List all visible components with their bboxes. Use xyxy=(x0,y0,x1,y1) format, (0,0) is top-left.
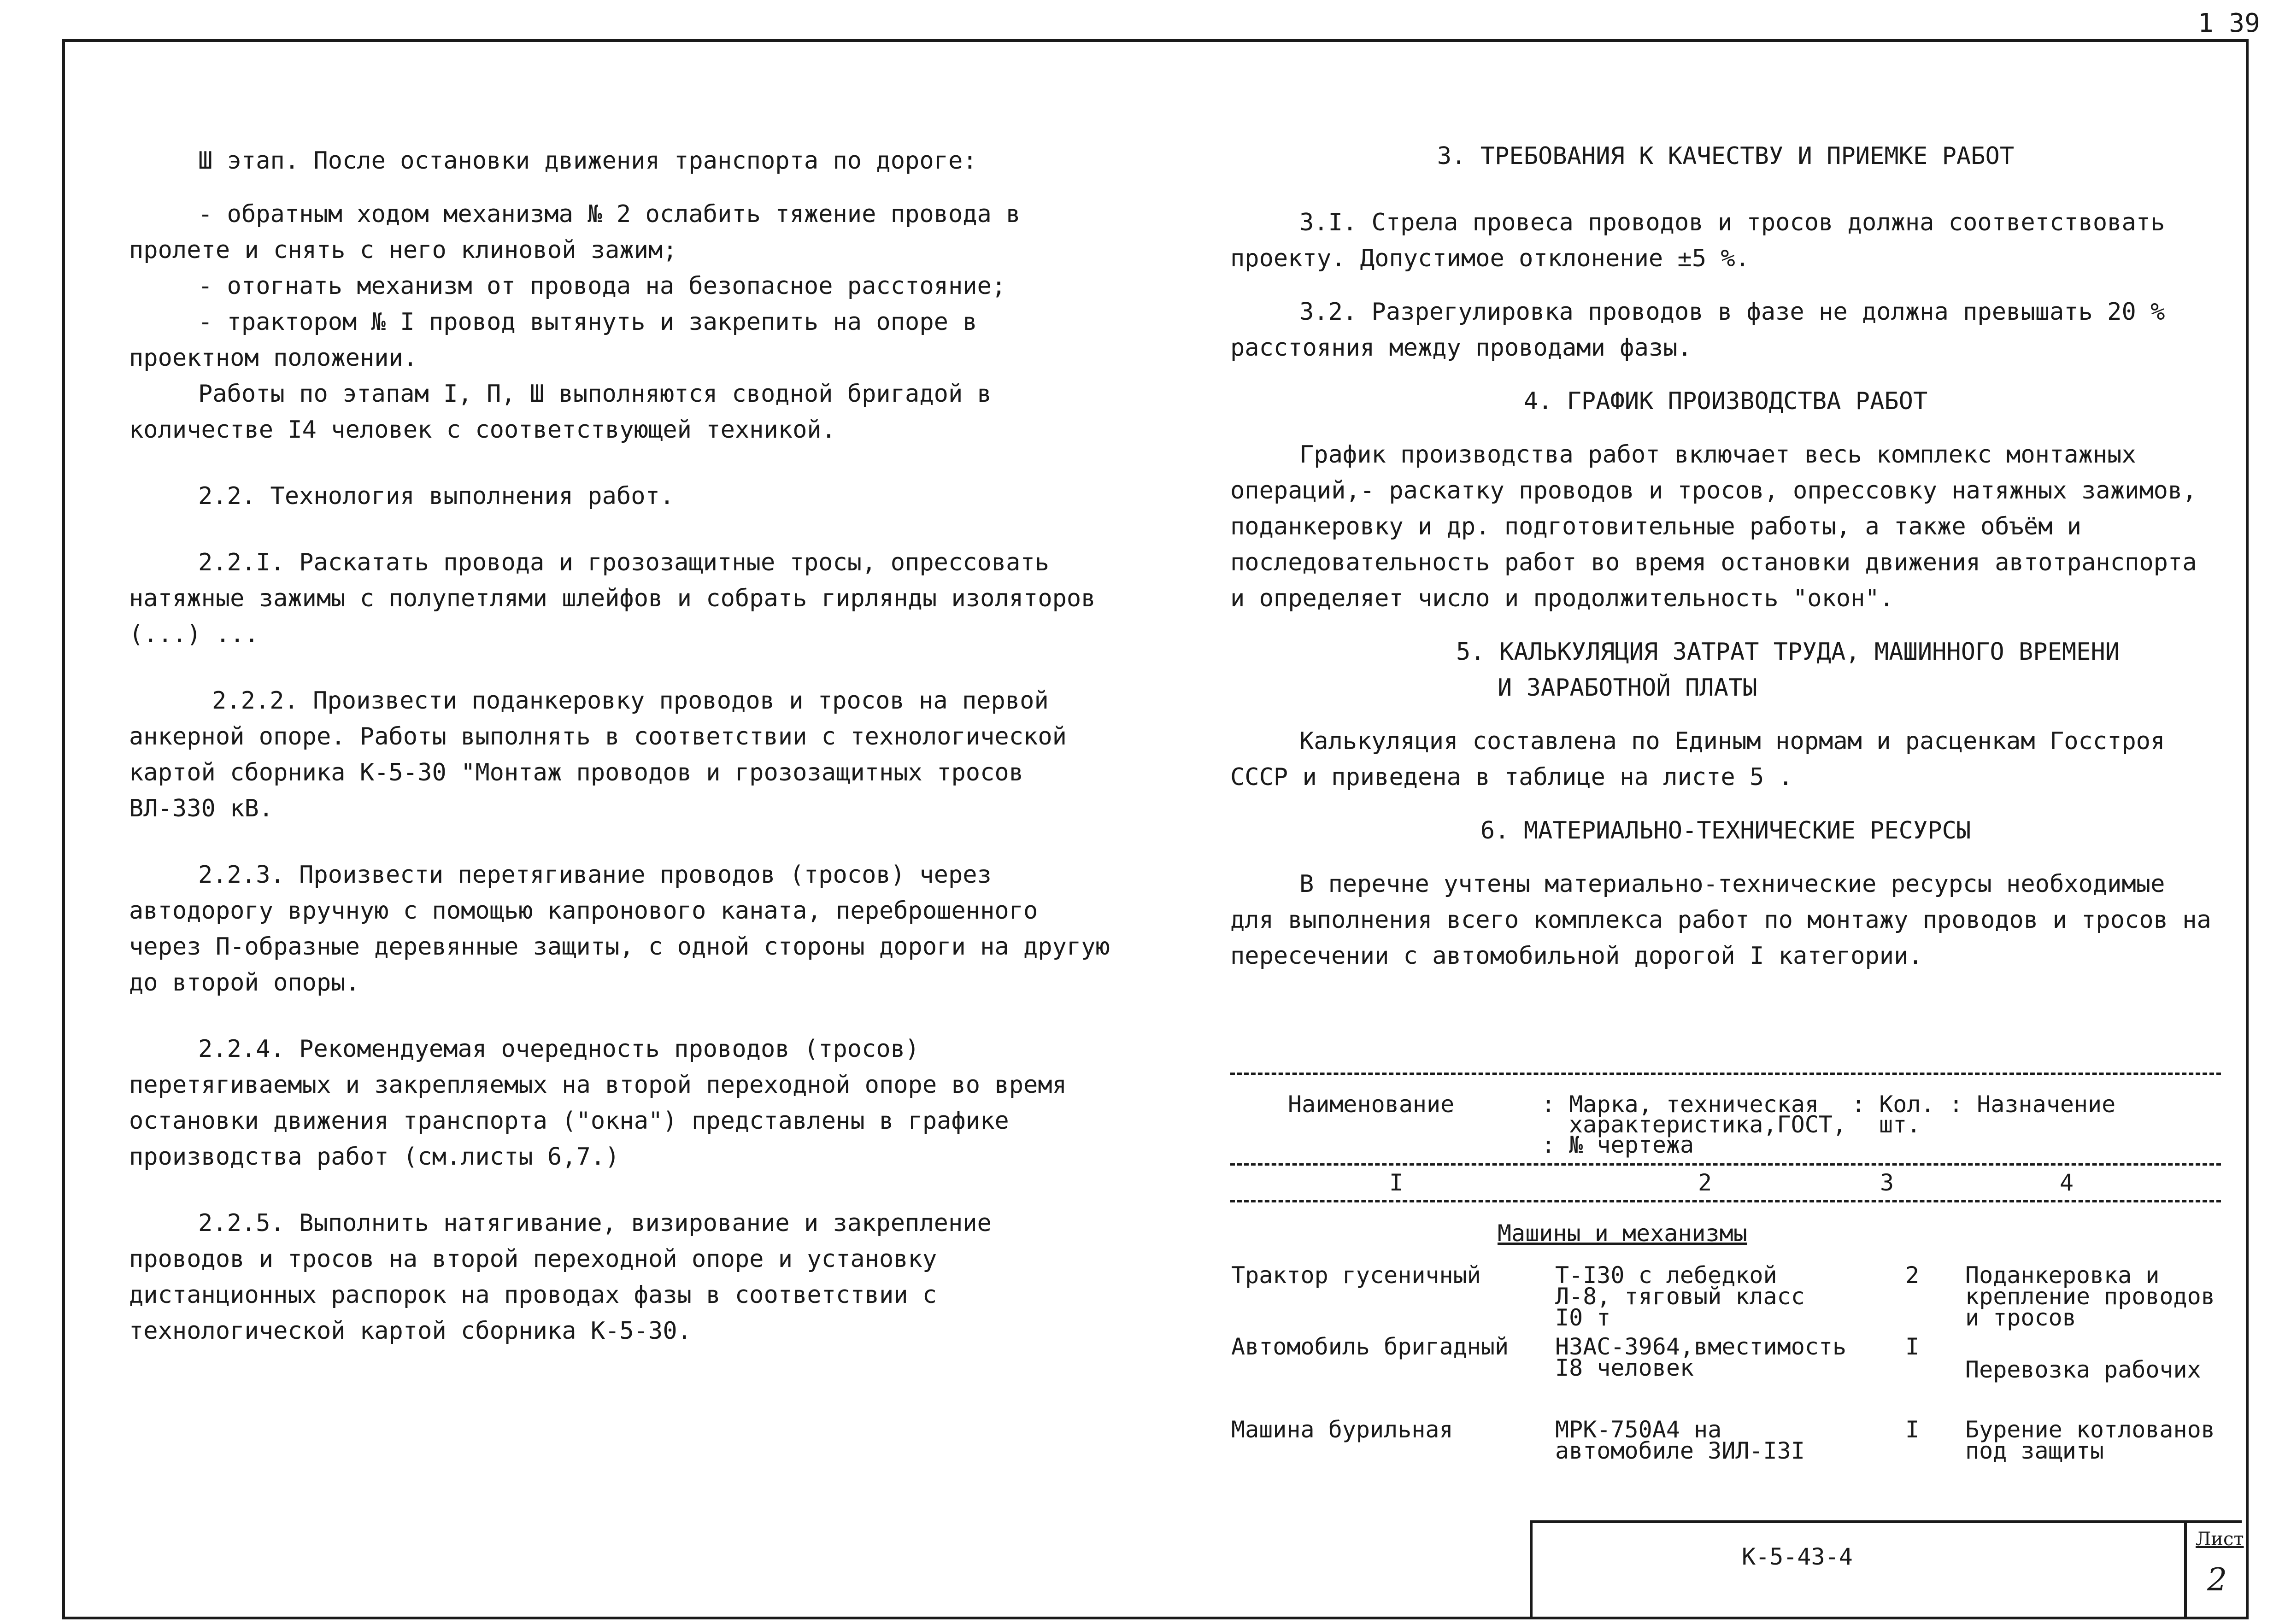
table-row-1-purpose: Поданкеровка и крепление проводов и тросов xyxy=(1965,1262,2215,1331)
paragraph-3-1: 3.I. Стрела провеса проводов и тросов должна соответствовать проекту. Допустимое отклонение ±5 %. xyxy=(1230,209,2165,272)
section-2-2-title: 2.2. Технология выполнения работ. xyxy=(198,482,675,510)
table-row-3-spec: МРК-750А4 на автомобиле ЗИЛ-I3I xyxy=(1555,1416,1805,1464)
table-row-2-qty: I xyxy=(1905,1333,1920,1360)
table-header-spec-line1: : Марка, техническая xyxy=(1541,1091,1819,1118)
table-header-rule xyxy=(1230,1163,2221,1166)
table-col-number-4: 4 xyxy=(2060,1169,2074,1196)
table-row-3-purpose: Бурение котлованов под защиты xyxy=(1965,1416,2215,1464)
stage3-item-1: - обратным ходом механизма № 2 ослабить тяжение провода в пролете и снять с него клиновой зажим; xyxy=(129,200,1021,264)
table-col-number-1: I xyxy=(1389,1169,1404,1196)
stage3-heading: Ш этап. После остановки движения транспорта по дороге: xyxy=(198,147,977,175)
table-row-1-qty: 2 xyxy=(1905,1262,1920,1289)
left-column xyxy=(129,143,1110,1349)
paragraph-2-2-3: 2.2.3. Произвести перетягивание проводов (тросов) через автодорогу вручную с помощью капронового каната, переброшенного через П-образные деревянные защиты, с одной стороны дороги на другую до второй опоры. xyxy=(129,861,1110,997)
paragraph-6: В перечне учтены материально-технические ресурсы необходимые для выполнения всего комплекса работ по монтажу проводов и тросов на пересечении с автомобильной дорогой I категории. xyxy=(1230,870,2211,970)
table-header-spec-line3: : № чертежа xyxy=(1541,1132,1694,1158)
table-header-name: Наименование xyxy=(1288,1091,1455,1118)
paragraph-3-2: 3.2. Разрегулировка проводов в фазе не должна превышать 20 % расстояния между проводами фазы. xyxy=(1230,298,2165,362)
paragraph-2-2-4: 2.2.4. Рекомендуемая очередность проводов (тросов) перетягиваемых и закрепляемых на второй переходной опоре во время остановки движения транспорта ("окна") представлены в графике производства работ (см.листы 6,7.) xyxy=(129,1035,1067,1171)
stage3-item-3: - трактором № I провод вытянуть и закрепить на опоре в проектном положении. xyxy=(129,308,977,372)
table-col-number-2: 2 xyxy=(1698,1169,1712,1196)
paragraph-5: Калькуляция составлена по Единым нормам и расценкам Госстроя СССР и приведена в таблице на листе 5 . xyxy=(1230,727,2165,791)
sheet-number: 2 xyxy=(2207,1562,2227,1598)
stage3-item-2: - отогнать механизм от провода на безопасное расстояние; xyxy=(198,272,1006,300)
stage3-note: Работы по этапам I, П, Ш выполняются сводной бригадой в количестве I4 человек с соответствующей техникой. xyxy=(129,380,992,444)
table-row-1-spec: Т-I30 с лебедкой Л-8, тяговый класс I0 т xyxy=(1555,1262,1805,1331)
table-header-spec-line2: характеристика,ГОСТ, xyxy=(1569,1111,1847,1138)
page-number: 1 39 xyxy=(2198,8,2260,38)
section-5-title-line1: 5. КАЛЬКУЛЯЦИЯ ЗАТРАТ ТРУДА, МАШИННОГО ВРЕМЕНИ xyxy=(1456,638,2120,666)
table-header-qty-line1: : Кол. xyxy=(1851,1091,1935,1118)
table-col-number-3: 3 xyxy=(1880,1169,1894,1196)
paragraph-2-2-5: 2.2.5. Выполнить натягивание, визирование и закрепление проводов и тросов на второй переходной опоре и установку дистанционных распорок на проводах фазы в соответствии с технологической картой сборника К-5-30. xyxy=(129,1209,992,1345)
section-4-title: 4. ГРАФИК ПРОИЗВОДСТВА РАБОТ xyxy=(1523,387,1928,415)
title-block-divider xyxy=(2184,1520,2187,1617)
paragraph-4: График производства работ включает весь комплекс монтажных операций,- раскатку проводов и тросов, опрессовку натяжных зажимов, поданкеровку и др. подготовительные работы, а также объём и последовательность работ во время остановки движения автотранспорта и определяет число и продолжительность "окон". xyxy=(1230,441,2197,612)
table-row-2-spec: НЗАС-3964,вместимость I8 человек xyxy=(1555,1333,1847,1381)
paragraph-2-2-1: 2.2.I. Раскатать провода и грозозащитные тросы, опрессовать натяжные зажимы с полупетлями шлейфов и собрать гирлянды изоляторов (...) ... xyxy=(129,549,1096,648)
table-top-rule xyxy=(1230,1073,2221,1075)
document-code: К-5-43-4 xyxy=(1742,1543,1853,1570)
paragraph-2-2-2: 2.2.2. Произвести поданкеровку проводов и тросов на первой анкерной опоре. Работы выполнять в соответствии с технологической картой сборника К-5-30 "Монтаж проводов и грозозащитных тросов ВЛ-330 кВ. xyxy=(129,687,1067,822)
table-group-title: Машины и механизмы xyxy=(1498,1220,1747,1247)
table-row-3-name: Машина бурильная xyxy=(1231,1416,1453,1443)
table-row-2-purpose: Перевозка рабочих xyxy=(1965,1356,2201,1383)
table-row-1-name: Трактор гусеничный xyxy=(1231,1262,1481,1289)
table-header-qty-line2: шт. xyxy=(1879,1111,1921,1138)
table-row-3-qty: I xyxy=(1905,1416,1920,1443)
table-row-2-name: Автомобиль бригадный xyxy=(1231,1333,1509,1360)
table-header-purpose: : Назначение xyxy=(1949,1091,2116,1118)
title-block xyxy=(1530,1520,2242,1617)
section-3-title: 3. ТРЕБОВАНИЯ К КАЧЕСТВУ И ПРИЕМКЕ РАБОТ xyxy=(1437,142,2015,170)
right-column xyxy=(1230,138,2221,974)
table-number-rule xyxy=(1230,1200,2221,1202)
section-5-title-line2: И ЗАРАБОТНОЙ ПЛАТЫ xyxy=(1498,674,1757,702)
sheet-label: Лист xyxy=(2196,1529,2244,1550)
section-6-title: 6. МАТЕРИАЛЬНО-ТЕХНИЧЕСКИЕ РЕСУРСЫ xyxy=(1480,817,1971,844)
